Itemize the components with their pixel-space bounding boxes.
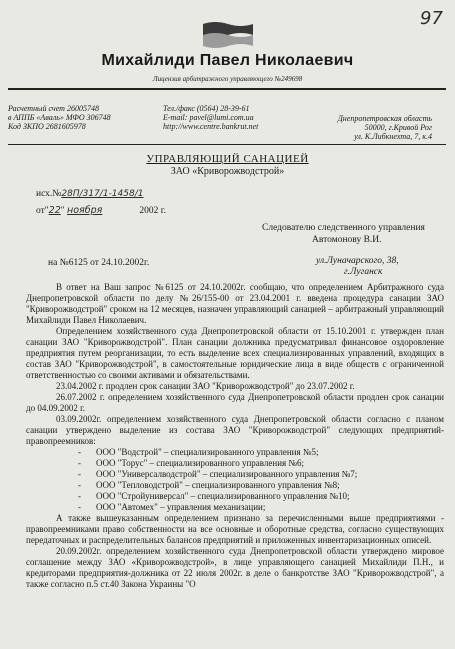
outgoing-number: исх.№28П/317/1-1458/1 <box>36 189 144 199</box>
addressee <box>262 222 425 246</box>
outgoing-number-value: 28П/317/1-1458/1 <box>61 189 144 199</box>
addressee-street: ул.Луначарского, 38, <box>316 256 399 266</box>
paragraph-3: 23.04.2002 г. продлен срок санации ЗАО "Криворожводстрой" до 23.07.2002 г. <box>56 381 355 391</box>
bank-details <box>8 104 111 131</box>
list-item: - ООО "Стройуниверсал" – специализированного управления №10; <box>26 491 444 502</box>
ukraine-flag-icon <box>201 20 255 50</box>
addressee-position: Следователю следственного управления <box>262 223 425 233</box>
phone-fax: Тел./факс (0564) 28-39-61 <box>163 104 250 113</box>
header-divider-bottom <box>8 144 446 145</box>
successor-list <box>26 447 444 513</box>
paragraph-5: 03.09.2002г. определением хозяйственного суда Днепропетровской области согласно с планом санации утверждено выделение из состава ЗАО "Криворожводстрой" следующих предприятий-правопреемников: <box>26 414 444 446</box>
list-item: - ООО "Автомех" – управления механизации; <box>26 502 444 513</box>
page-number: 97 <box>420 8 443 29</box>
incoming-reference: на №6125 от 24.10.2002г. <box>48 258 150 268</box>
list-item: - ООО "Тепловодстрой" – специализированного управления №8; <box>26 480 444 491</box>
postal-address <box>320 114 432 141</box>
contact-details <box>163 104 258 131</box>
paragraph-1: В ответ на Ваш запрос №6125 от 24.10.2002г. сообщаю, что определением Арбитражного суда Днепропетровской области по делу №26/155-00 от 23.04.2001 г. введена процедура санации ЗАО "Криворожводстрой" сроком на 12 месяцев, назначен управляющий санацией – арбитражный управляющий Михайлиди Павел Николаевич. <box>26 282 444 325</box>
list-item: - ООО "Универсалводстрой" – специализированного управления №7; <box>26 469 444 480</box>
addressee-city: г.Луганск <box>344 267 383 277</box>
bank-name: в АППБ «Аваль» МФО 306748 <box>8 113 111 122</box>
addressee-address <box>316 256 399 278</box>
letter-body <box>26 282 444 590</box>
address-region: Днепропетровская область <box>337 114 432 123</box>
letterhead-name: Михайлиди Павел Николаевич <box>101 52 354 69</box>
bank-code: Код ЗКПО 2681605978 <box>8 122 86 131</box>
website: http://www.centre.bankrut.net <box>163 122 259 131</box>
list-item: - ООО "Торус" – специализированного управления №6; <box>26 458 444 469</box>
paragraph-7: 20.09.2002г. определением хозяйственного суда Днепропетровской области утверждено мировое соглашение между ЗАО «Криворожводстрой», в лице управляющего санацией Михайлиди П.Н., и кредиторами предприятия-должника от 22 июля 2002г. в деле о банкротстве ЗАО "Криворожводстрой", а также согласно п.5 ст.40 Закона Украины "О <box>26 546 444 589</box>
paragraph-6: А также вышеуказанным определением признано за перечисленными выше предприятиями - правопреемниками право собственности на все основные и оборотные средства, согласно существующих передаточных и распределительных балансов предприятий и приложенных инвентаризационных описей. <box>26 513 444 545</box>
bank-account: Расчетный счет 26005748 <box>8 104 99 113</box>
address-street: ул. К.Либкнехта, 7, к.4 <box>354 132 432 141</box>
sanation-manager-heading: УПРАВЛЯЮЩИЙ САНАЦИЕЙ <box>146 153 309 165</box>
license-line: Лицензия арбитражного управляющего №249698 <box>152 75 303 83</box>
company-name: ЗАО «Криворожводстрой» <box>170 166 285 177</box>
paragraph-4: 26.07.2002 г. определением хозяйственного суда Днепропетровской области продлен срок санации до 04.09.2002 г. <box>26 392 444 413</box>
list-item: - ООО "Водстрой" – специализированного управления №5; <box>26 447 444 458</box>
paragraph-2: Определением хозяйственного суда Днепропетровской области от 15.10.2001 г. утвержден план санации ЗАО "Криворожводстрой". План санации должника предусматривал финансовое оздоровление предприятия путем реорганизации, то есть выделение всех специализированных управлений, входящих в состав ЗАО "Криворожводстрой", в самостоятельные юридические лица в виде обществ с ограниченной ответственностью со своими активами и обязательствами. <box>26 326 444 380</box>
addressee-name: Автомонову В.И. <box>312 235 382 245</box>
address-city: 50000, г.Кривой Рог <box>364 123 432 132</box>
email: E-mail: pavel@lumi.com.ua <box>163 113 254 122</box>
header-divider-top <box>8 88 446 90</box>
outgoing-date: от"22" ноября 2002 г. <box>36 205 166 216</box>
